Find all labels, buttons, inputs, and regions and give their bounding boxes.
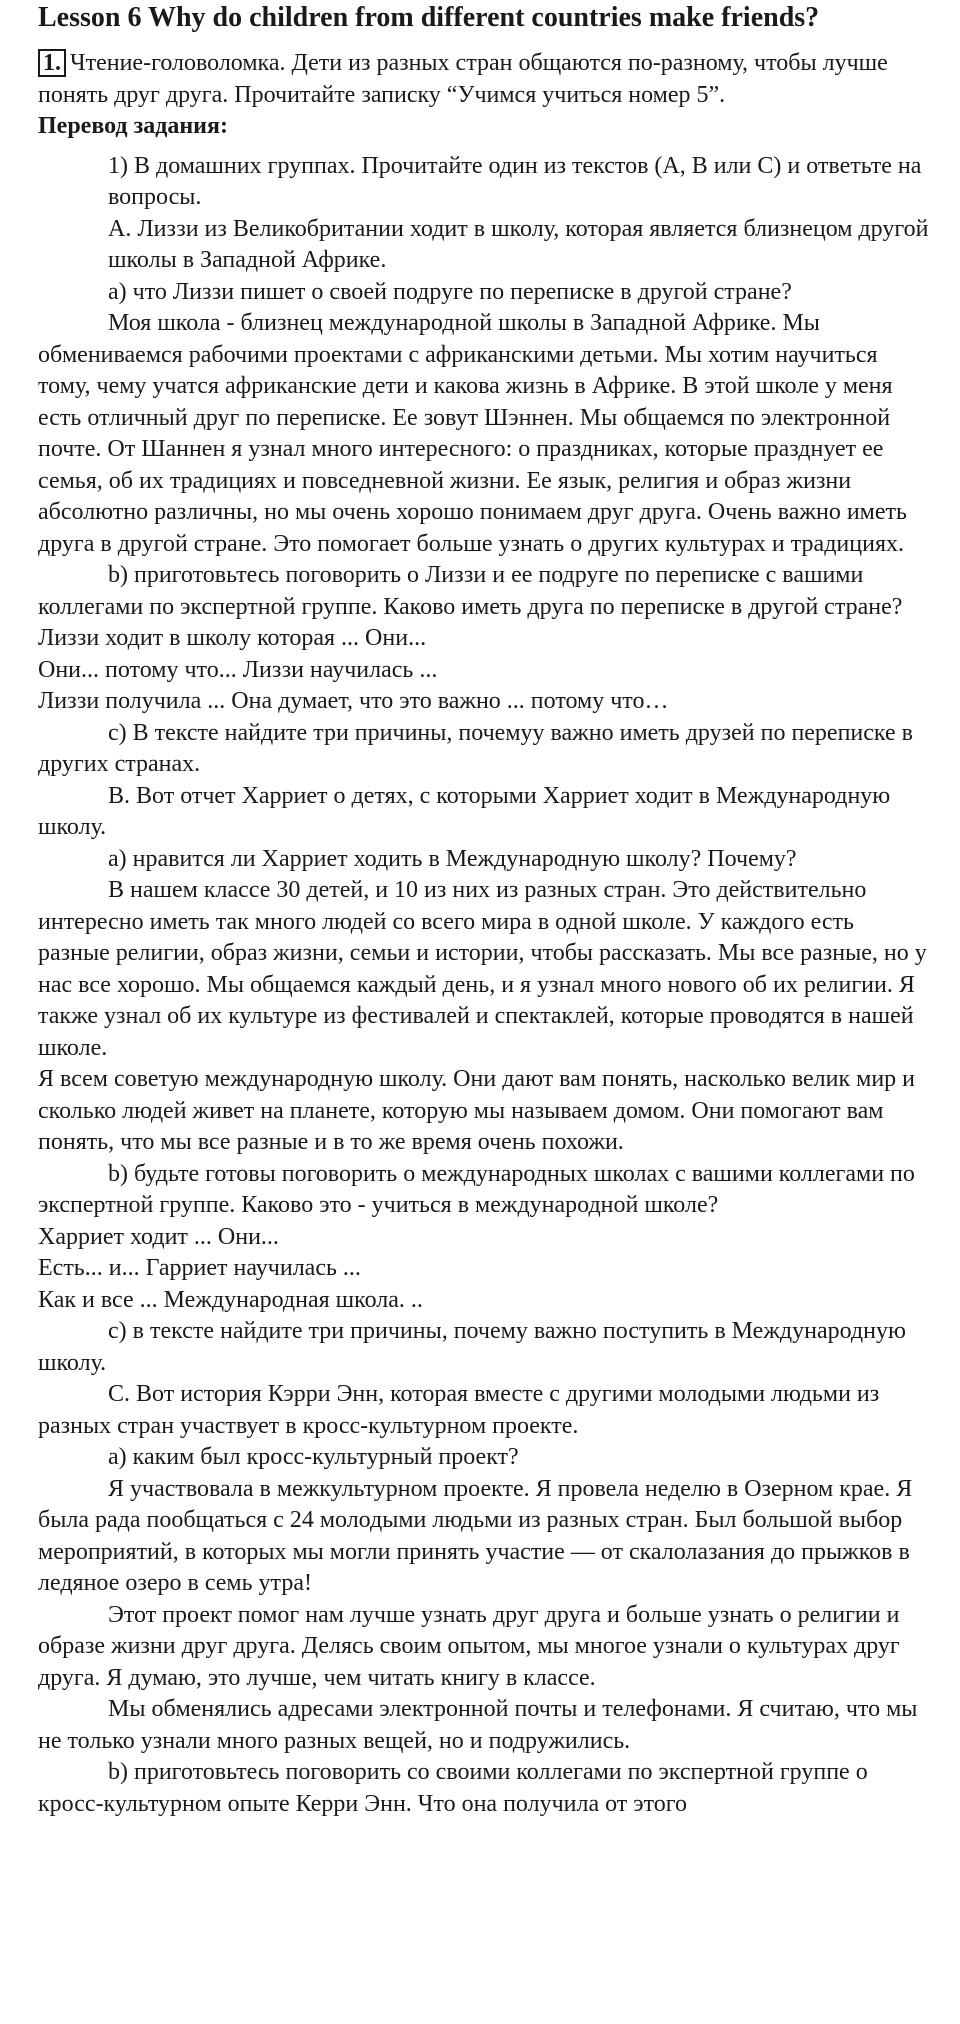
section-a-heading: A. Лиззи из Великобритании ходит в школу, которая является близнецом другой школы в Западной Африке. — [108, 215, 929, 273]
text-c-body: Этот проект помог нам лучше узнать друг друга и больше узнать о религии и образе жизни друг друга. Делясь своим опытом, мы многое узнали о культурах друг друга. Я думаю, это лучше, чем читать книгу в классе. — [38, 1601, 900, 1691]
lesson-title: Lesson 6 Why do children from different countries make friends? — [38, 2, 820, 33]
task-number: 1. — [38, 49, 66, 77]
text-c-body: Я участвовала в межкультурном проекте. Я провела неделю в Озерном крае. Я была рада пообщаться с 24 молодыми людьми из разных стран. Был большой выбор мероприятий, в которых мы могли принять участие — от скалолазания до прыжков в ледяное озеро в семь утра! — [38, 1475, 913, 1596]
task-text: Чтение-головоломка. Дети из разных стран общаются по-разному, чтобы лучше понять друг друга. Прочитайте записку “Учимся учиться номер 5”. — [38, 50, 888, 108]
question-b-a: a) нравится ли Харриет ходить в Международную школу? Почему? — [108, 845, 797, 872]
section-c-heading: C. Вот история Кэрри Энн, которая вместе с другими молодыми людьми из разных стран участвует в кросс-культурном проекте. — [38, 1381, 880, 1439]
question-a-a: a) что Лиззи пишет о своей подруге по переписке в другой стране? — [108, 278, 792, 305]
question-b-c: c) в тексте найдите три причины, почему важно поступить в Международную школу. — [38, 1318, 906, 1376]
instruction-home-groups: 1) В домашних группах. Прочитайте один из текстов (А, В или С) и ответьте на вопросы. — [108, 152, 922, 210]
translation-heading: Перевод задания: — [38, 113, 228, 139]
text-a-body: Моя школа - близнец международной школы в Западной Африке. Мы обмениваемся рабочими проектами с африканскими детьми. Мы хотим научиться тому, чему учатся африканские дети и какова жизнь в Африке. В этой школе у меня есть отличный друг по переписке. Ее зовут Шэннен. Мы общаемся по электронной почте. От Шаннен я узнал много интересного: о праздниках, которые празднует ее семья, об их традициях и повседневной жизни. Ее язык, религия и образ жизни абсолютно различны, но мы очень хорошо понимаем друг друга. Очень важно иметь друга в другой стране. Это помогает больше узнать о других культурах и традициях. — [38, 310, 907, 557]
question-c-a: a) каким был кросс-культурный проект? — [108, 1444, 519, 1470]
question-b-b: b) будьте готовы поговорить о международных школах с вашими коллегами по экспертной группе. Каково это - учиться в международной школе? — [38, 1160, 915, 1218]
prompt-line: Как и все ... Международная школа. .. — [38, 1286, 423, 1313]
text-b-body: В нашем классе 30 детей, и 10 из них из разных стран. Это действительно интересно иметь так много людей со всего мира в одной школе. У каждого есть разные религии, образ жизни, семьи и истории, чтобы рассказать. Мы все разные, но у нас все хорошо. Мы общаемся каждый день, и я узнал много нового об их религии. Я также узнал об их культуре из фестивалей и спектаклей, которые проводятся в нашей школе. — [38, 877, 927, 1061]
prompt-line: Есть... и... Гарриет научилась ... — [38, 1255, 361, 1281]
prompt-line: Лиззи получила ... Она думает, что это важно ... потому что… — [38, 688, 669, 714]
prompt-line: Харриет ходит ... Они... — [38, 1223, 279, 1250]
question-a-b: b) приготовьтесь поговорить о Лиззи и ее подруге по переписке с вашими коллегами по экспертной группе. Каково иметь друга по переписке в другой стране? Лиззи ходит в школу которая ... Они... — [38, 562, 903, 651]
section-b-heading: B. Вот отчет Харриет о детях, с которыми Харриет ходит в Международную школу. — [38, 782, 891, 840]
text-b-body-continued: Я всем советую международную школу. Они дают вам понять, насколько велик мир и сколько людей живет на планете, которую мы называем домом. Они помогают вам понять, что мы все разные и в то же время очень похожи. — [38, 1066, 916, 1155]
question-c-b: b) приготовьтесь поговорить со своими коллегами по экспертной группе о кросс-культурном опыте Керри Энн. Что она получила от этого — [38, 1759, 868, 1817]
task-instruction — [38, 48, 930, 111]
text-c-body: Мы обменялись адресами электронной почты и телефонами. Я считаю, что мы не только узнали много разных вещей, но и подружились. — [38, 1696, 918, 1754]
question-a-c: c) В тексте найдите три причины, почемуу важно иметь друзей по переписке в других странах. — [38, 719, 913, 777]
prompt-line: Они... потому что... Лиззи научилась ... — [38, 656, 438, 683]
